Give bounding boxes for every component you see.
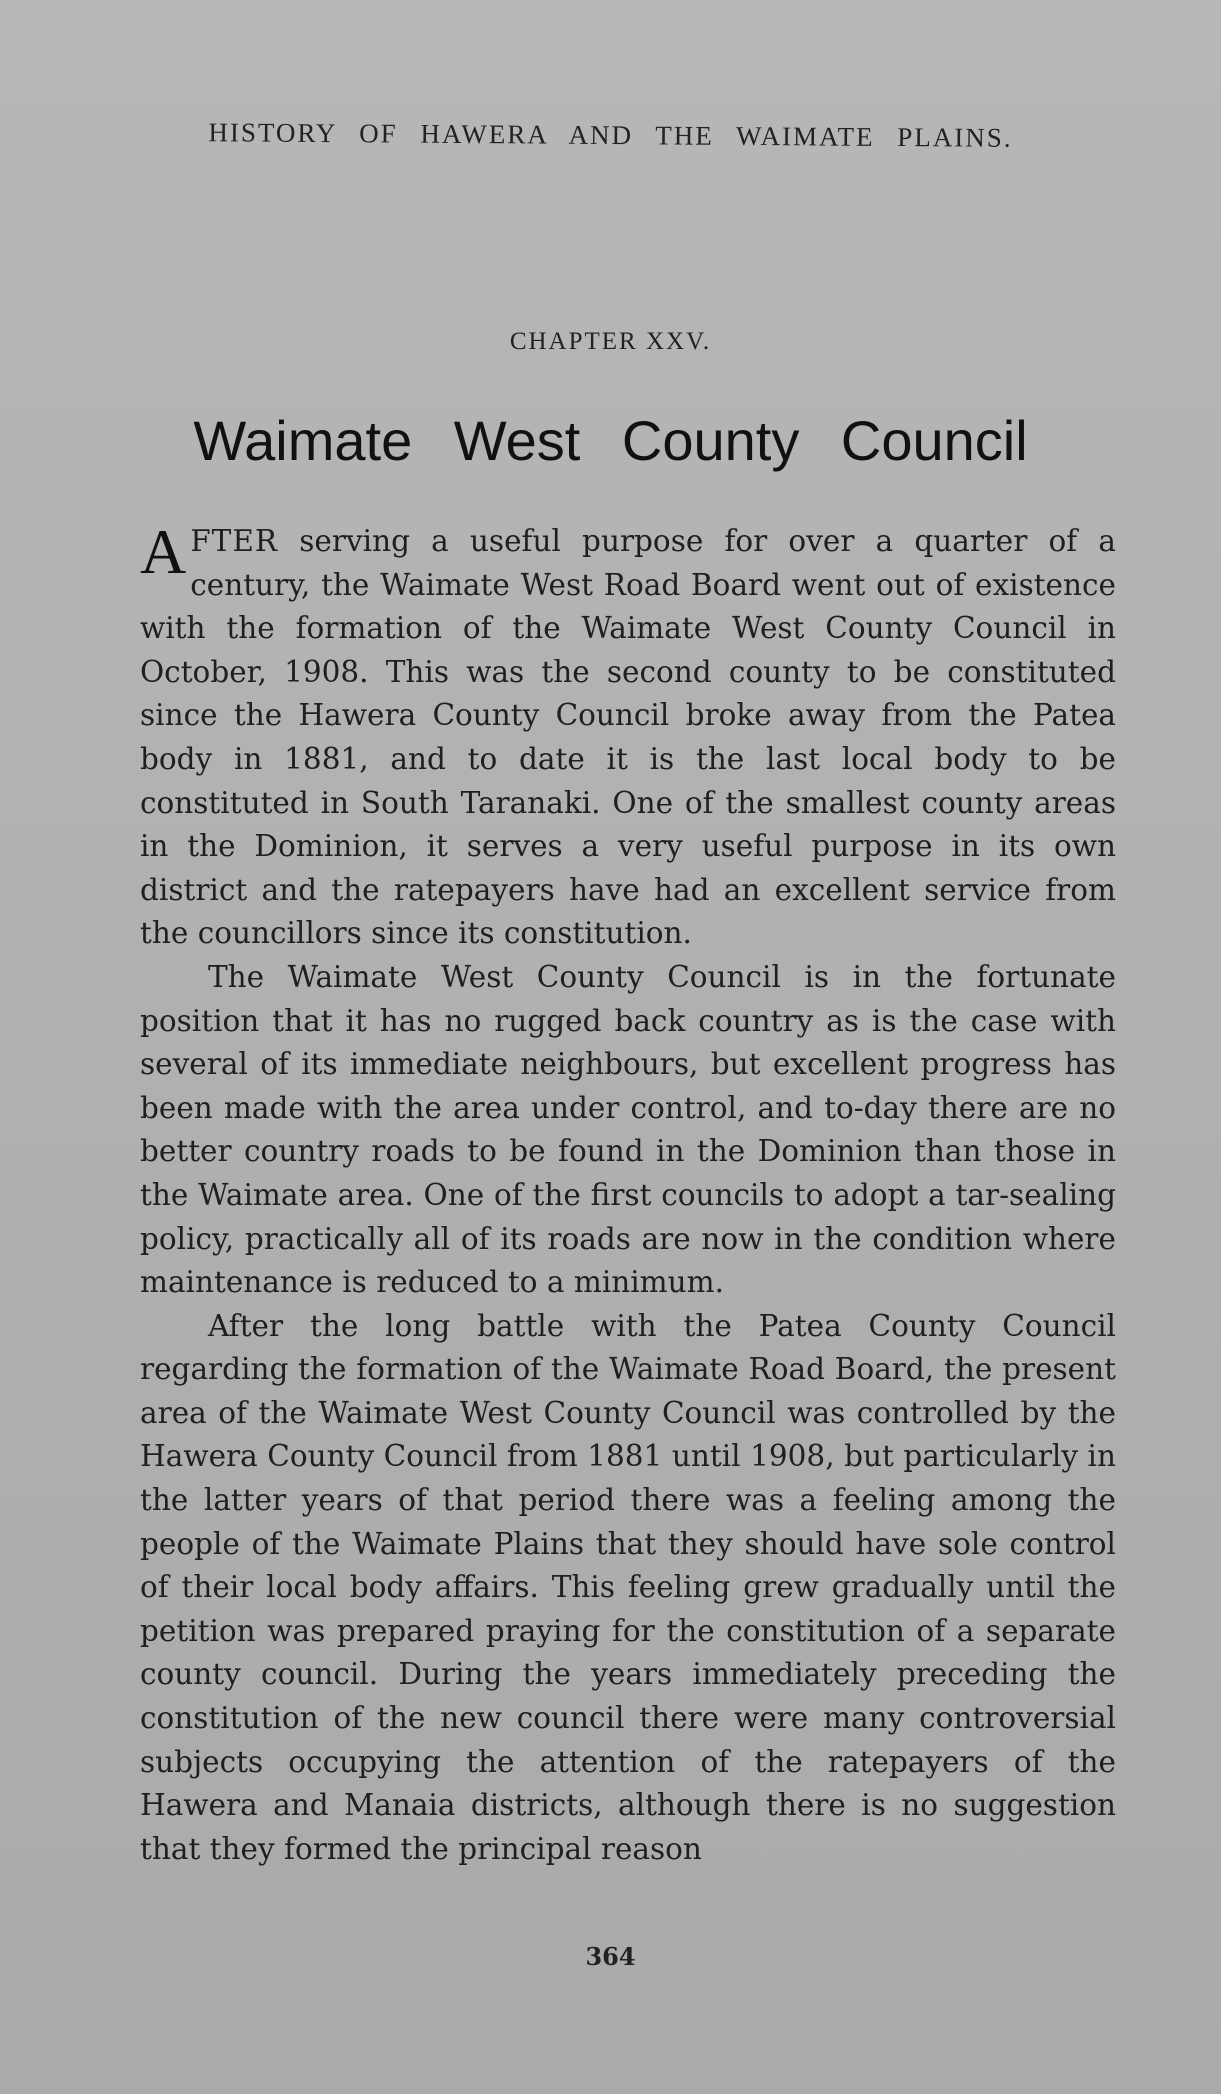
drop-cap: A	[140, 516, 187, 587]
chapter-label: CHAPTER XXV.	[509, 328, 712, 355]
lead-word: FTER	[190, 524, 279, 558]
paragraph-2: The Waimate West County Council is in the fortunate position that it has no rugged back country as is the case with several of its immediate neighbours, but excellent progress has been made with the area under control, and to-day there are no better country roads to be found in the Dominion than those in the Waimate area. One of the first councils to adopt a tar-sealing policy, practically all of its roads are now in the condition where maintenance is reduced to a minimum.	[140, 959, 1116, 1300]
chapter-title: Waimate West County Council	[193, 409, 1028, 472]
paragraph-1	[140, 516, 1116, 956]
page-number: 364	[585, 1942, 636, 1971]
body-text	[140, 516, 1116, 1871]
paragraph-1-text: serving a useful purpose for over a quarter of a century, the Waimate West Road Board went out of existence with the formation of the Waimate West County Council in October, 1908. This was the second county to be constituted since the Hawera County Council broke away from the Patea body in 1881, and to date it is the last local body to be constituted in South Taranaki. One of the smallest county areas in the Dominion, it serves a very useful purpose in its own district and the ratepayers have had an excellent service from the councillors since its constitution.	[140, 524, 1116, 951]
running-head: HISTORY OF HAWERA AND THE WAIMATE PLAINS.	[208, 117, 1013, 153]
paragraph-3: After the long battle with the Patea County Council regarding the formation of the Waimate Road Board, the present area of the Waimate West County Council was controlled by the Hawera County Council from 1881 until 1908, but particularly in the latter years of that period there was a feeling among the people of the Waimate Plains that they should have sole control of their local body affairs. This feeling grew gradually until the petition was prepared praying for the constitution of a separate county council. During the years immediately preceding the constitution of the new council there were many controversial subjects occupying the attention of the ratepayers of the Hawera and Manaia districts, although there is no suggestion that they formed the principal reason	[140, 1308, 1116, 1866]
